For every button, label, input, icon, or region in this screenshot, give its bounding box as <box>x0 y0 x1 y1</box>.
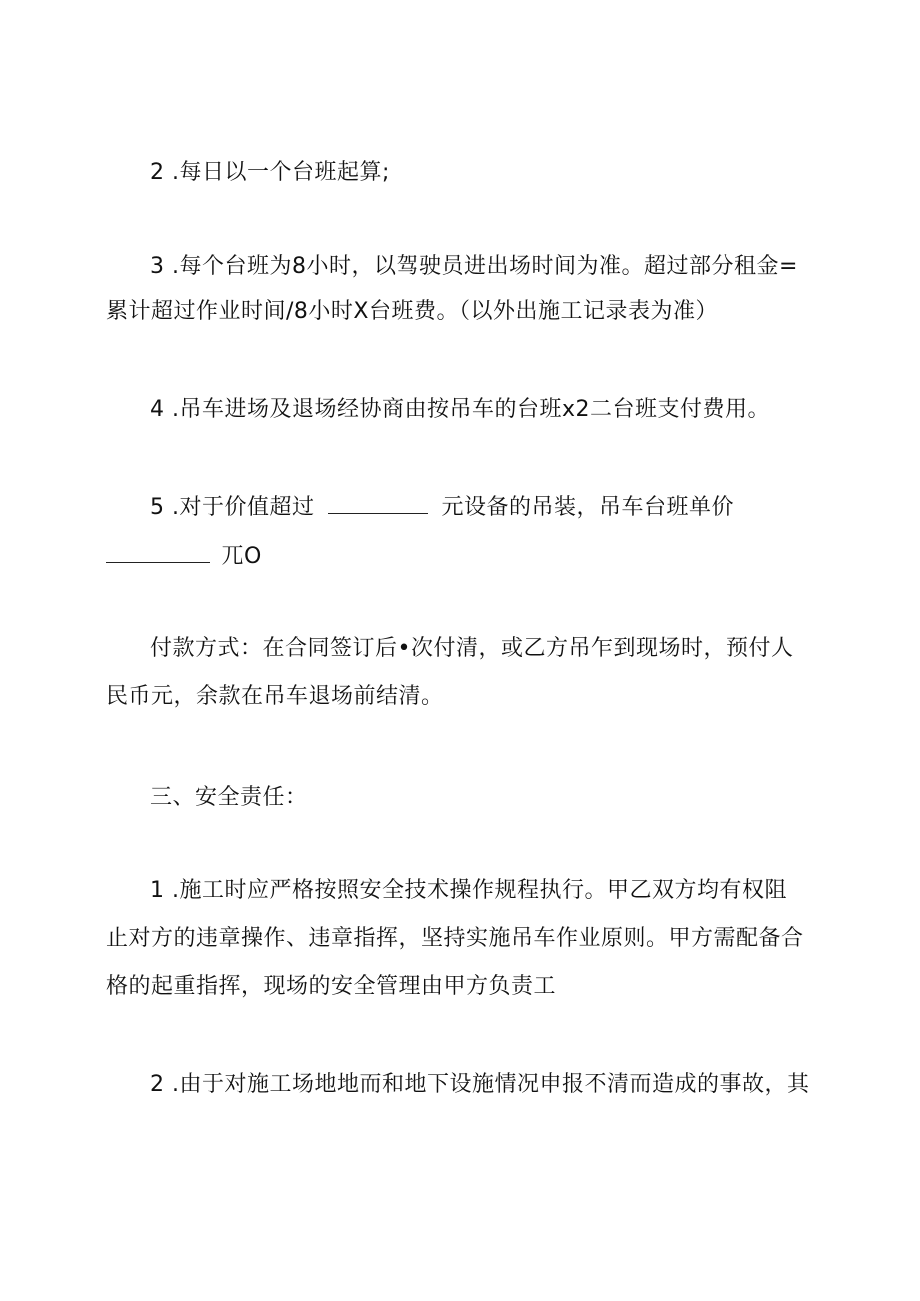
safety-2-line-1: 2 .由于对施工场地地而和地下设施情况申报不清而造成的事故，其 <box>150 1072 810 1097</box>
clause-2-daily-shift: 2 .每日以一个台班起算; <box>150 160 390 185</box>
clause-5-line-1 <box>150 493 734 523</box>
clause-4-entry-exit: 4 .吊车进场及退场经协商由按吊车的台班x2二台班支付费用。 <box>150 397 771 422</box>
price-blank <box>106 544 210 563</box>
clause-3-line-2: 累计超过作业时间/8小时X台班费。（以外出施工记录表为准） <box>106 299 718 324</box>
section-heading-safety: 三、安全责任： <box>150 785 308 810</box>
clause-3-line-1: 3 .每个台班为8小时，以驾驶员进出场时间为准。超过部分租金= <box>150 254 798 279</box>
clause-5-line-2 <box>106 542 262 572</box>
safety-1-line-3: 格的起重指挥，现场的安全管理由甲方负责工 <box>106 974 557 999</box>
payment-line-2: 民币元，余款在吊车退场前结清。 <box>106 684 444 709</box>
value-blank <box>328 495 428 514</box>
safety-1-line-1: 1 .施工时应严格按照安全技术操作规程执行。甲乙双方均有权阻 <box>150 878 787 903</box>
clause-5-middle: 元设备的吊装，吊车台班单价 <box>441 495 734 520</box>
payment-line-1: 付款方式：在合同签订后•次付清，或乙方吊乍到现场时，预付人 <box>150 636 794 661</box>
clause-5-prefix: 5 .对于价值超过 <box>150 495 315 520</box>
clause-5-suffix: 兀O <box>221 544 262 569</box>
safety-1-line-2: 止对方的违章操作、违章指挥，坚持实施吊车作业原则。甲方需配备合 <box>106 926 804 951</box>
